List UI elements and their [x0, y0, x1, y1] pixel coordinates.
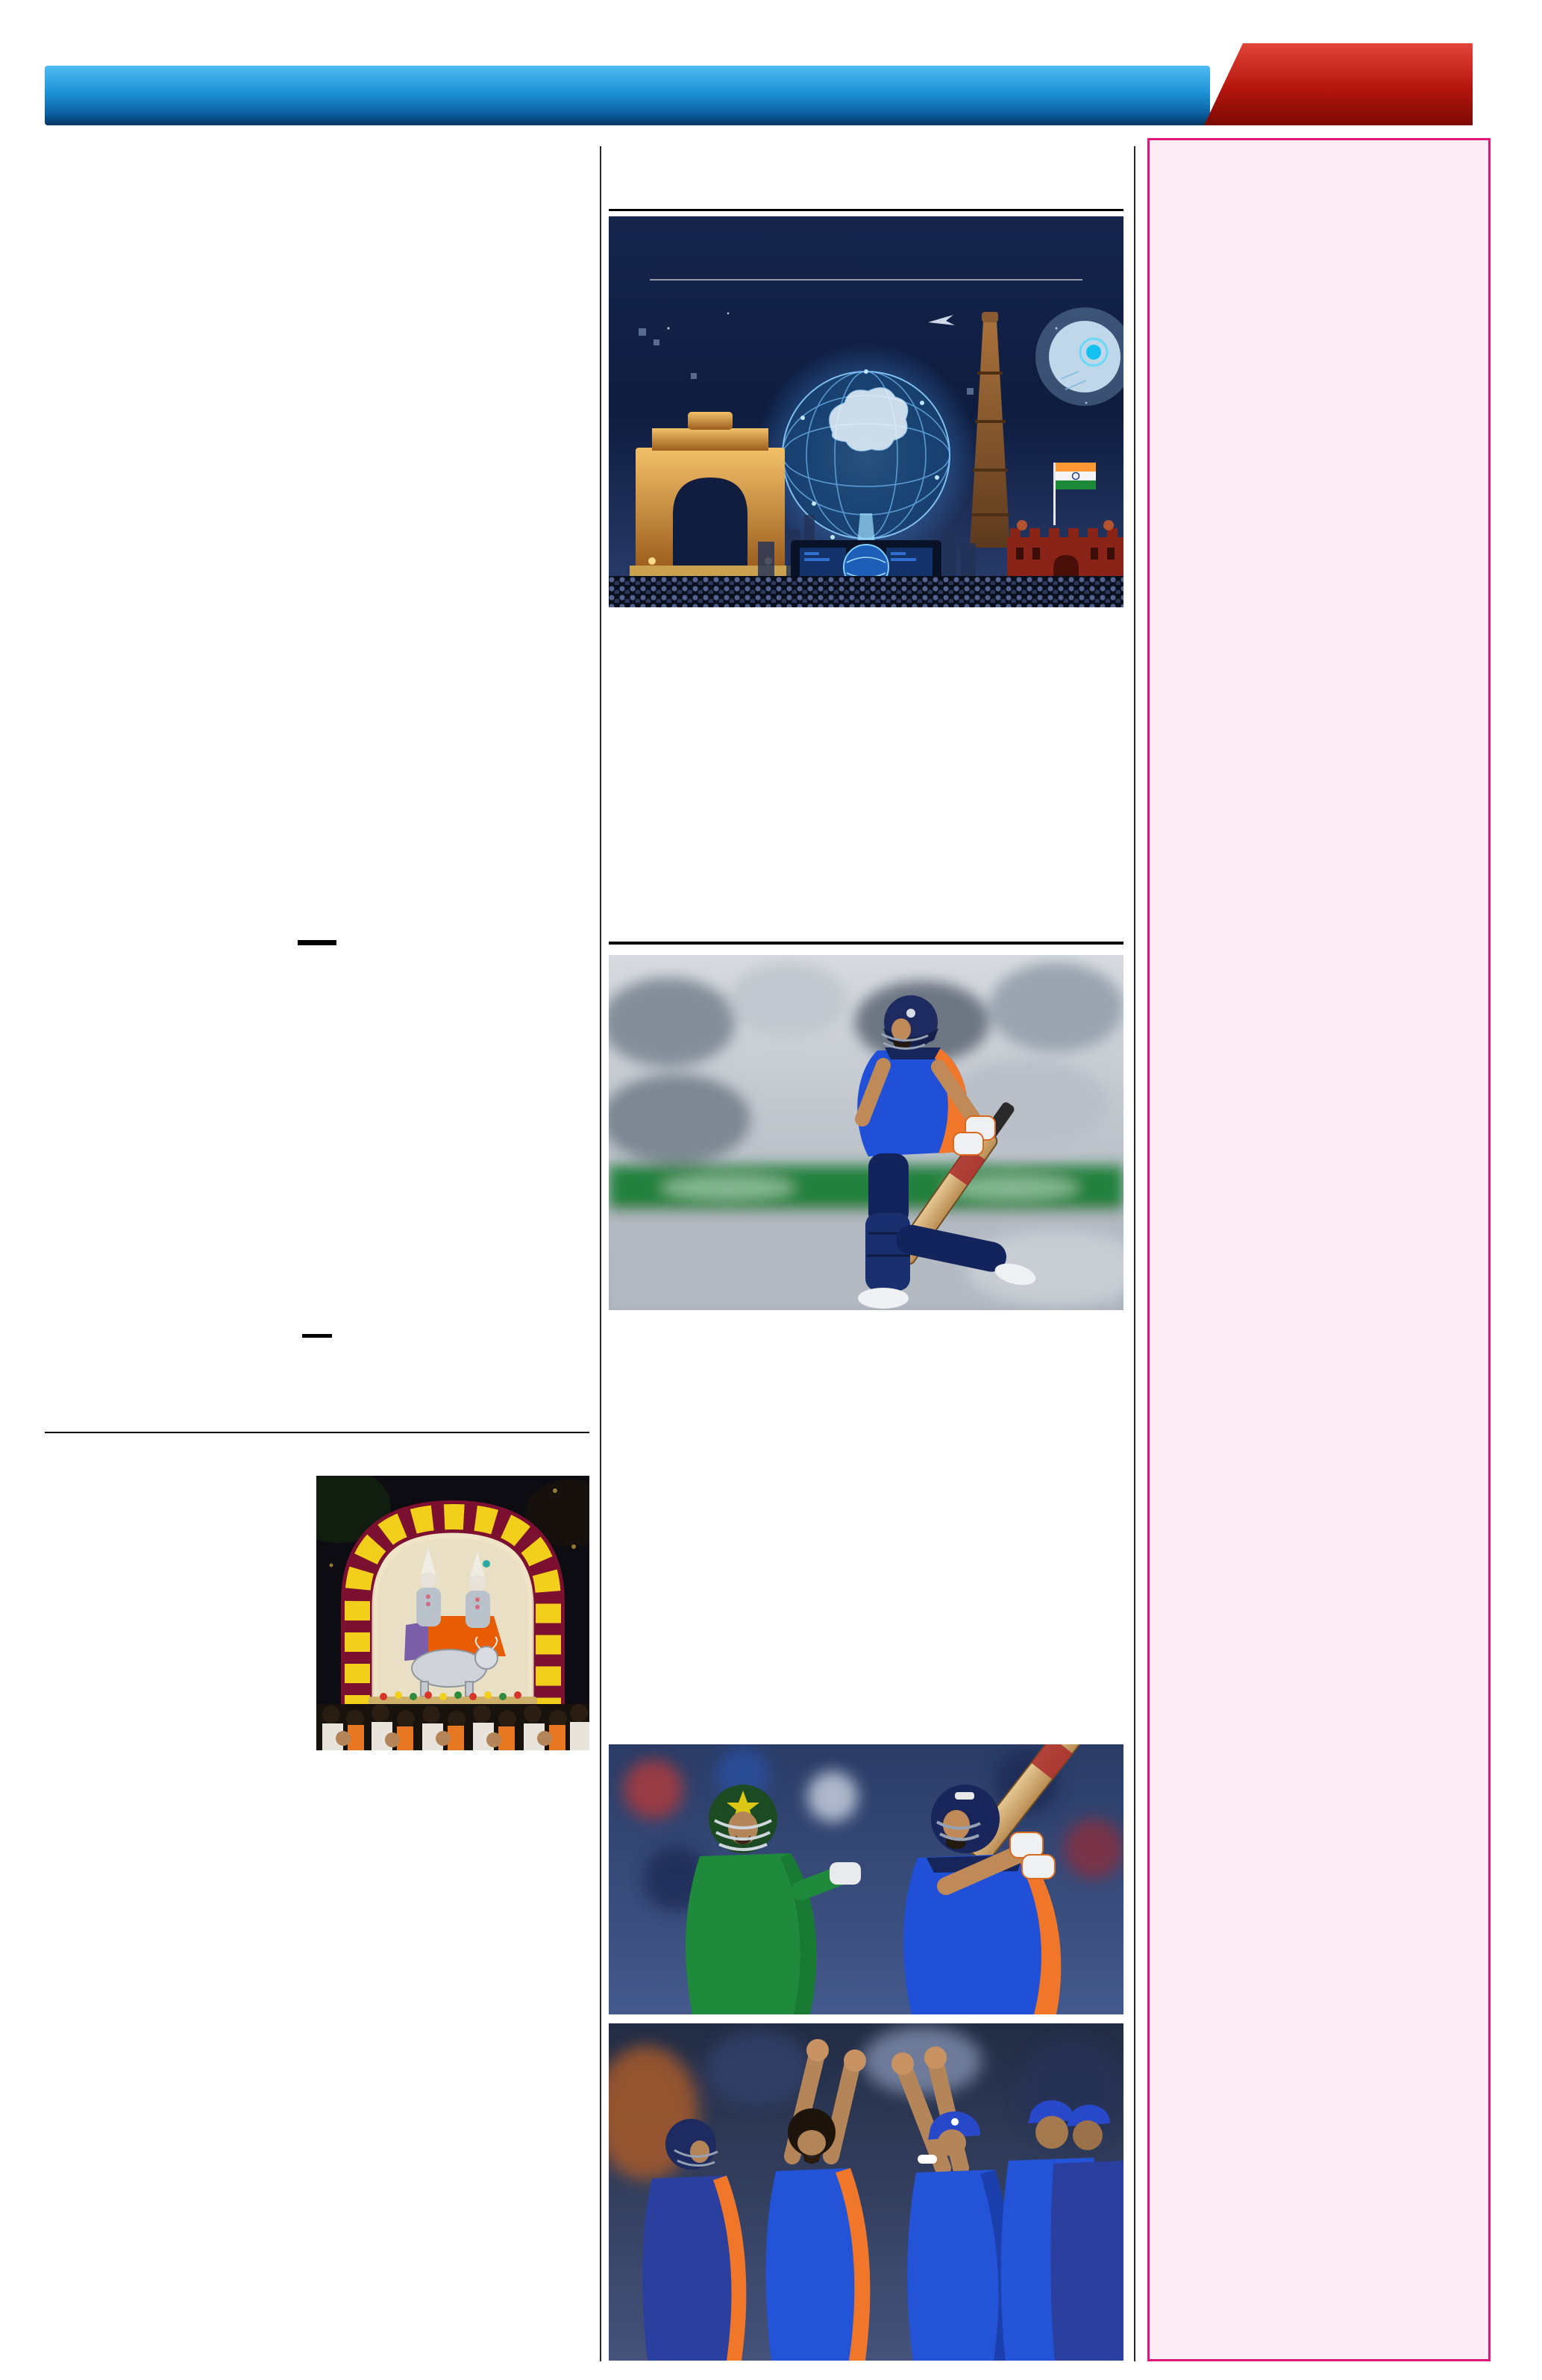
- article-body: [1169, 1204, 1470, 1591]
- article-body-col: [609, 640, 855, 868]
- headline-shaiva: [45, 1328, 589, 1341]
- article-body-col: [327, 607, 589, 922]
- batsman-photo: [609, 955, 1123, 1310]
- summit-subtitle: [650, 279, 1082, 288]
- pak-india-players-photo: [609, 1744, 1123, 2014]
- article-body-col: [609, 1322, 855, 1737]
- brand-logo: [1204, 43, 1473, 125]
- article-body-col: [45, 1042, 307, 1319]
- article-body: [1169, 646, 1470, 1104]
- team-celebration-graphic: [609, 2023, 1123, 2361]
- article-body-col: [316, 1476, 589, 2361]
- team-celebration-photo: [609, 2023, 1123, 2361]
- headline-april1: [45, 931, 589, 949]
- page-number: [90, 67, 179, 124]
- article-body: [1169, 230, 1470, 555]
- article-body: [1169, 1704, 1470, 2340]
- article-body-col: [327, 1042, 589, 1319]
- pak-india-graphic: [609, 1744, 1123, 2014]
- article-body-col: [45, 1467, 304, 2361]
- divider-left: [600, 146, 601, 2361]
- rule: [609, 942, 1123, 945]
- crowd-band: [609, 576, 1123, 607]
- ai-summit-photo: [609, 216, 1123, 607]
- batsman-graphic: [609, 955, 1123, 1310]
- article-body-col: [45, 243, 307, 480]
- article-body-col: [877, 1322, 1123, 1737]
- temple-procession-photo: [316, 1476, 589, 1750]
- article-body-col: [877, 640, 1123, 868]
- ai-summit-graphic: [609, 216, 1123, 607]
- article-body-col: [327, 243, 589, 480]
- article-body-col: [45, 630, 307, 922]
- temple-photo-graphic: [316, 1476, 589, 1750]
- rule: [609, 209, 1123, 211]
- right-news-panel: [1147, 138, 1491, 2361]
- masthead-bar: [45, 66, 1210, 125]
- divider-right: [1134, 146, 1135, 2361]
- rule: [45, 1432, 589, 1433]
